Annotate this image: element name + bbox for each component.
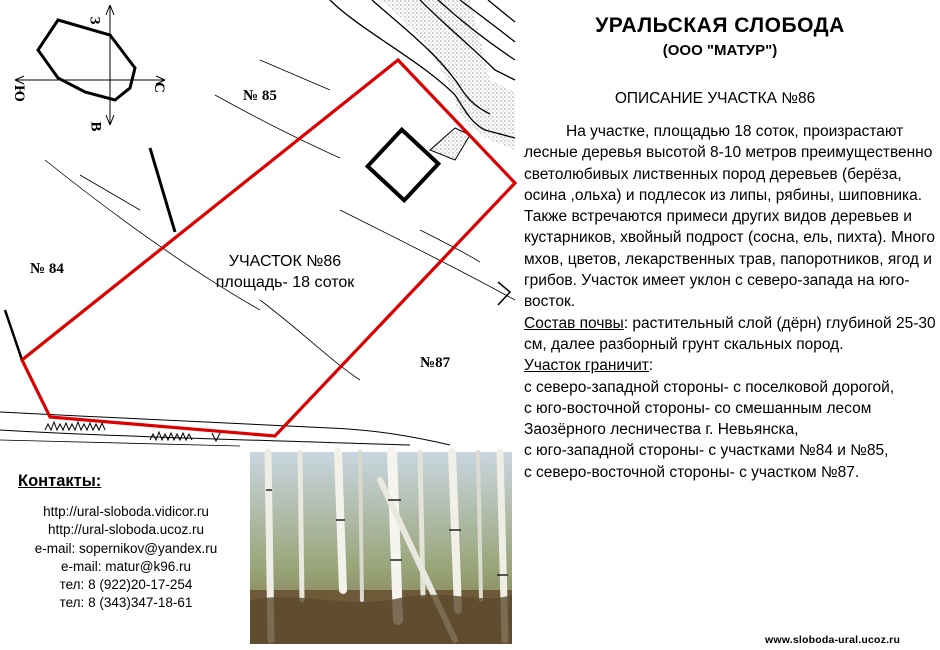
neighbor-plot-87-label: №87 [420, 355, 451, 371]
page-subtitle: (ООО "МАТУР") [662, 42, 778, 59]
border-southwest: с юго-западной стороны- с участками №84 и №85, [524, 442, 889, 460]
contacts-list [6, 503, 246, 613]
compass-label-north: З [86, 16, 103, 25]
plot-area: площадь- 18 соток [215, 274, 355, 291]
soil-label: Состав почвы [524, 314, 624, 332]
footer-url[interactable]: www.sloboda-ural.ucoz.ru [765, 634, 901, 646]
compass-label-west: Ю [10, 85, 27, 102]
description-intro: На участке, площадью 18 соток, произрастают лесные деревья высотой 8-10 метров преимущественно светолюбивых лиственных пород деревьев (берёза, осина ,ольха) и подлесок из липы, рябины, шиповника. Также встречаются примеси других видов деревьев и кустарников, хвойный подрост (сосна, ель, пихта). Много мхов, цветов, лекарственных трав, папоротников, ягод и грибов. Участок имеет уклон с северо-запада на юго-восток. [524, 123, 936, 311]
contacts-title: Контакты: [18, 472, 102, 490]
plot-label [200, 251, 370, 293]
forest-photo [250, 452, 512, 644]
plot-86-boundary [22, 60, 515, 436]
border-northwest: с северо-западной стороны- с поселковой дорогой, [524, 378, 895, 396]
compass-label-east: С [150, 82, 167, 93]
description-block [524, 121, 936, 483]
borders-label: Участок граничит [524, 357, 649, 375]
soil-text: : растительный слой (дёрн) глубиной 25-30 см, далее разборный грунт скальных пород. [524, 314, 936, 353]
borders-colon: : [648, 357, 654, 375]
neighbor-plot-85-label: № 85 [243, 88, 277, 104]
contact-email-matur[interactable]: e-mail: matur@k96.ru [61, 558, 191, 574]
page-title: УРАЛЬСКАЯ СЛОБОДА [595, 14, 845, 37]
border-northeast: с северо-восточной стороны- с участком №87. [524, 463, 860, 481]
contact-phone-landline: тел: 8 (343)347-18-61 [59, 595, 193, 611]
border-southeast: с юго-восточной стороны- со смешанным лесом Заозёрного лесничества г. Невьянска, [524, 399, 872, 439]
contact-email-sopernikov[interactable]: e-mail: sopernikov@yandex.ru [34, 540, 218, 556]
contact-phone-mobile: тел: 8 (922)20-17-254 [59, 577, 193, 593]
house-outline [368, 130, 439, 201]
neighbor-plot-84-label: № 84 [30, 261, 64, 277]
description-heading: ОПИСАНИЕ УЧАСТКА №86 [614, 90, 816, 107]
contact-link-ucoz[interactable]: http://ural-sloboda.ucoz.ru [47, 522, 205, 538]
plot-title: УЧАСТОК №86 [228, 253, 342, 270]
compass-label-south: В [87, 121, 104, 132]
contact-link-vidicor[interactable]: http://ural-sloboda.vidicor.ru [43, 504, 209, 519]
